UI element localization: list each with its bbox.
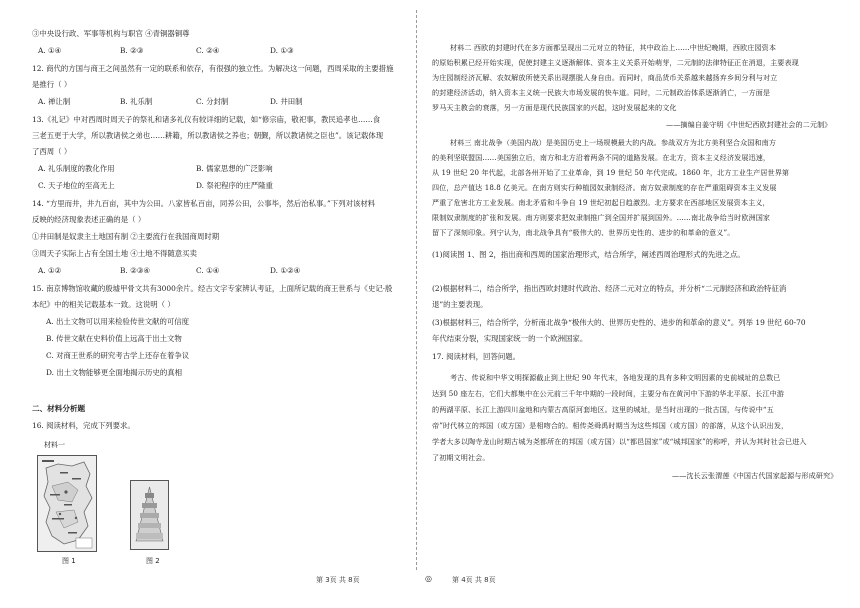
q13-stem-line1: 13.《礼记》中对西周时周天子的祭礼和诸多礼仪有较详细的记载，如“修宗庙，敬祀事，教民追孝也……食 [32, 115, 381, 124]
q11-option-b: B. ②③ [120, 46, 144, 55]
q13-option-b: B. 儒家思想的广泛影响 [196, 164, 273, 173]
q12-stem-line1: 12. 商代的方国与商王之间虽然有一定的联系和依存，有很强的独立性。为解决这一问题，西周采取的主要措施 [32, 64, 394, 73]
q14-option-a: A. ①② [38, 266, 62, 275]
q13-option-a: A. 礼乐制度的教化作用 [38, 164, 115, 173]
material-3-line7: 留下了深刻印象。列宁认为，南北战争具有“极伟大的、世界历史性的、进步的和革命的意义”。 [432, 228, 735, 237]
q15-stem-line2: 本纪》中的相关记载基本一致。这说明（ ） [32, 300, 175, 309]
material-2-source: ——摘编自姜守明《中世纪西欧封建社会的二元制》 [666, 120, 832, 129]
q11-option-a: A. ①④ [38, 46, 62, 55]
q16-sub2-line2: 退”的主要表现。 [432, 300, 488, 309]
material-3-line6: 限制奴隶制度的扩张和发展。南方则要求把奴隶制推广到全国并扩展到国外。……南北战争给当时欧洲国家 [432, 213, 771, 222]
q13-option-d: D. 祭祀程序的庄严隆重 [196, 181, 273, 190]
page-number-right: 第 4页 共 8页 [452, 576, 496, 584]
column-divider [416, 10, 418, 570]
q16-sub3-line1: (3)根据材料三，结合所学，分析南北战争“极伟大的、世界历史性的、进步的和革命的意义”。列举 19 世纪 60-70 [432, 318, 806, 327]
q15-option-d: D. 出土文物能够更全面地揭示历史的真相 [46, 368, 183, 377]
q15-option-b: B. 传世文献在史料价值上远高于出土文物 [46, 334, 182, 343]
figure-1-map [37, 455, 97, 552]
page-number-left: 第 3页 共 8页 [316, 576, 360, 584]
q14-stem-line2: 反映的经济现象表述正确的是（ ） [32, 215, 146, 224]
material-4-line1: 考古、传说和中华文明探源截止到上世纪 90 年代末，各地发现的具有多种文明因素的史前城址的总数已 [450, 373, 781, 382]
material-2-line4: 的封建经济活动，纳入资本主义统一民族大市场发展的快车道。同时，二元制政治体系逐渐消亡，一方面是 [432, 88, 771, 97]
material-2-line5: 罗马天主教会的衰落，另一方面是现代民族国家的兴起，这时发展起来的文化 [432, 103, 677, 112]
q16-sub3-line2: 年代结束分裂，实现国家统一的一个欧洲国家。 [432, 334, 588, 343]
q13-stem-line3: 了西周（ ） [32, 147, 72, 156]
material-4-source: ——沈长云张渭莲《中国古代国家起源与形成研究》 [672, 471, 838, 480]
q15-option-a: A. 出土文物可以用来检验传世文献的可信度 [46, 317, 190, 326]
q12-option-d: D. 井田制 [270, 97, 303, 106]
figure-1-caption: 图 1 [62, 557, 76, 565]
material-4-line4: 帝”时代林立的邦国（或方国）是相吻合的。相传尧舜禹时期当为这些邦国（或方国）的部落，从这个认识出发， [432, 421, 789, 430]
q14-stem-line1: 14. “方里而井，井九百亩，其中为公田。八家皆私百亩，同养公田，公事毕，然后治私事。”下列对该材料 [32, 199, 376, 208]
q13-stem-line2: 三老五更于大学，所以教诸侯之弟也……耕籍，所以教诸侯之养也；朝觐，所以教诸侯之臣也”。该记载体现 [32, 131, 384, 140]
q11-statements: ③中央设行政、军事等机构与职官 ④青铜器铜尊 [32, 29, 190, 38]
material-2-line3: 为庄园制经济瓦解、农奴解放所使关系出现摆脱人身自由。而同时，商品货币关系越来越扬弃乡间分利与对立 [432, 73, 778, 82]
figure-2-pyramid [130, 480, 169, 550]
material-2-line2: 的原始积累已经开始实现，促使封建主义逐渐解体、资本主义关系开始萌芽，二元制的法律特征正在消退，主要表现 [432, 58, 799, 67]
q14-option-c: C. ①④ [196, 266, 220, 275]
map-illustration [38, 456, 96, 551]
material-3-line5: 严重了危害北方工业发展。南北矛盾和斗争自 19 世纪初起日趋激烈。北方要求在西部地区发展资本主义， [432, 198, 770, 207]
page-separator-mark: ◎ [425, 574, 432, 583]
q16-sub2-line1: (2)根据材料二，结合所学，指出西欧封建时代政治、经济二元对立的特点，并分析“二元制经济和政治特征消 [432, 284, 787, 293]
q16-instruction: 16. 阅读材料，完成下列要求。 [32, 421, 135, 430]
q13-option-c: C. 天子地位的至高无上 [38, 181, 115, 190]
hierarchy-pyramid-illustration [131, 481, 168, 549]
q12-option-c: C. 分封制 [196, 97, 229, 106]
q14-option-d: D. ①②④ [270, 266, 301, 275]
material-3-line4: 四位，总产值达 18.8 亿美元。在南方则实行种植园奴隶制经济。南方奴隶制度的存在严重阻碍资本主义发展 [432, 183, 777, 192]
q14-statements-1: ①井田制是奴隶主土地国有制 ②主要流行在我国商周时期 [32, 232, 220, 241]
section-heading-material-analysis: 二、材料分析题 [32, 404, 86, 413]
material-4-line5: 学者大多以陶寺龙山时期古城为尧都所在的邦国（或方国）以“都邑国家”或“城邦国家”的称呼，并认为其时社会已进入 [432, 437, 807, 446]
material-1-label: 材料一 [44, 441, 65, 449]
material-2-line1: 材料二 西欧的封建时代在多方面都呈现出二元对立的特征，其中政治上……中世纪晚期，西欧庄园资本 [450, 43, 777, 52]
material-3-line1: 材料三 南北战争（美国内战）是美国历史上一场规模最大的内战。参战双方为北方美利坚合众国和南方 [450, 138, 777, 147]
material-4-line3: 的两湖平原、长江上游四川盆地和内蒙古高原河套地区。这里的城址，是当时出现的一批古国，与传说中“五 [432, 405, 774, 414]
q14-option-b: B. ②③④ [120, 266, 151, 275]
q17-instruction: 17. 阅读材料，回答问题。 [432, 352, 521, 361]
q15-stem-line1: 15. 南京博物馆收藏的殷墟甲骨文共有3000余片。经古文字专家辨认考证，上面所记载的商王世系与《史记·殷 [32, 284, 393, 293]
material-3-line2: 的美利坚联盟国……美国独立后，南方和北方沿着两条不同的道路发展。在北方，资本主义经济发展迅速， [432, 153, 771, 162]
material-3-line3: 从 19 世纪 20 年代起，北部各州开始了工业革命，到 19 世纪 50 年代完成。1860 年，北方工业生产居世界第 [432, 168, 790, 177]
figure-2-caption: 图 2 [146, 557, 160, 565]
q11-option-c: C. ②④ [196, 46, 220, 55]
q12-option-a: A. 禅让制 [38, 97, 71, 106]
material-4-line2: 达到 50 座左右，它们大都集中在公元前三千年中期的一段时间，主要分布在黄河中下游的华北平原、长江中游 [432, 389, 785, 398]
q12-option-b: B. 礼乐制 [120, 97, 153, 106]
q14-statements-2: ③周天子实际上占有全国土地 ④土地不得随意买卖 [32, 249, 197, 258]
material-4-line6: 了初期文明社会。 [432, 453, 490, 462]
q15-option-c: C. 对商王世系的研究考古学上还存在着争议 [46, 351, 190, 360]
q16-sub1: (1)阅读图 1、图 2，指出商和西周的国家治理形式，结合所学，阐述西周治理形式的先进之点。 [432, 250, 745, 259]
q12-stem-line2: 是推行（ ） [32, 80, 72, 89]
q11-option-d: D. ①③ [270, 46, 294, 55]
